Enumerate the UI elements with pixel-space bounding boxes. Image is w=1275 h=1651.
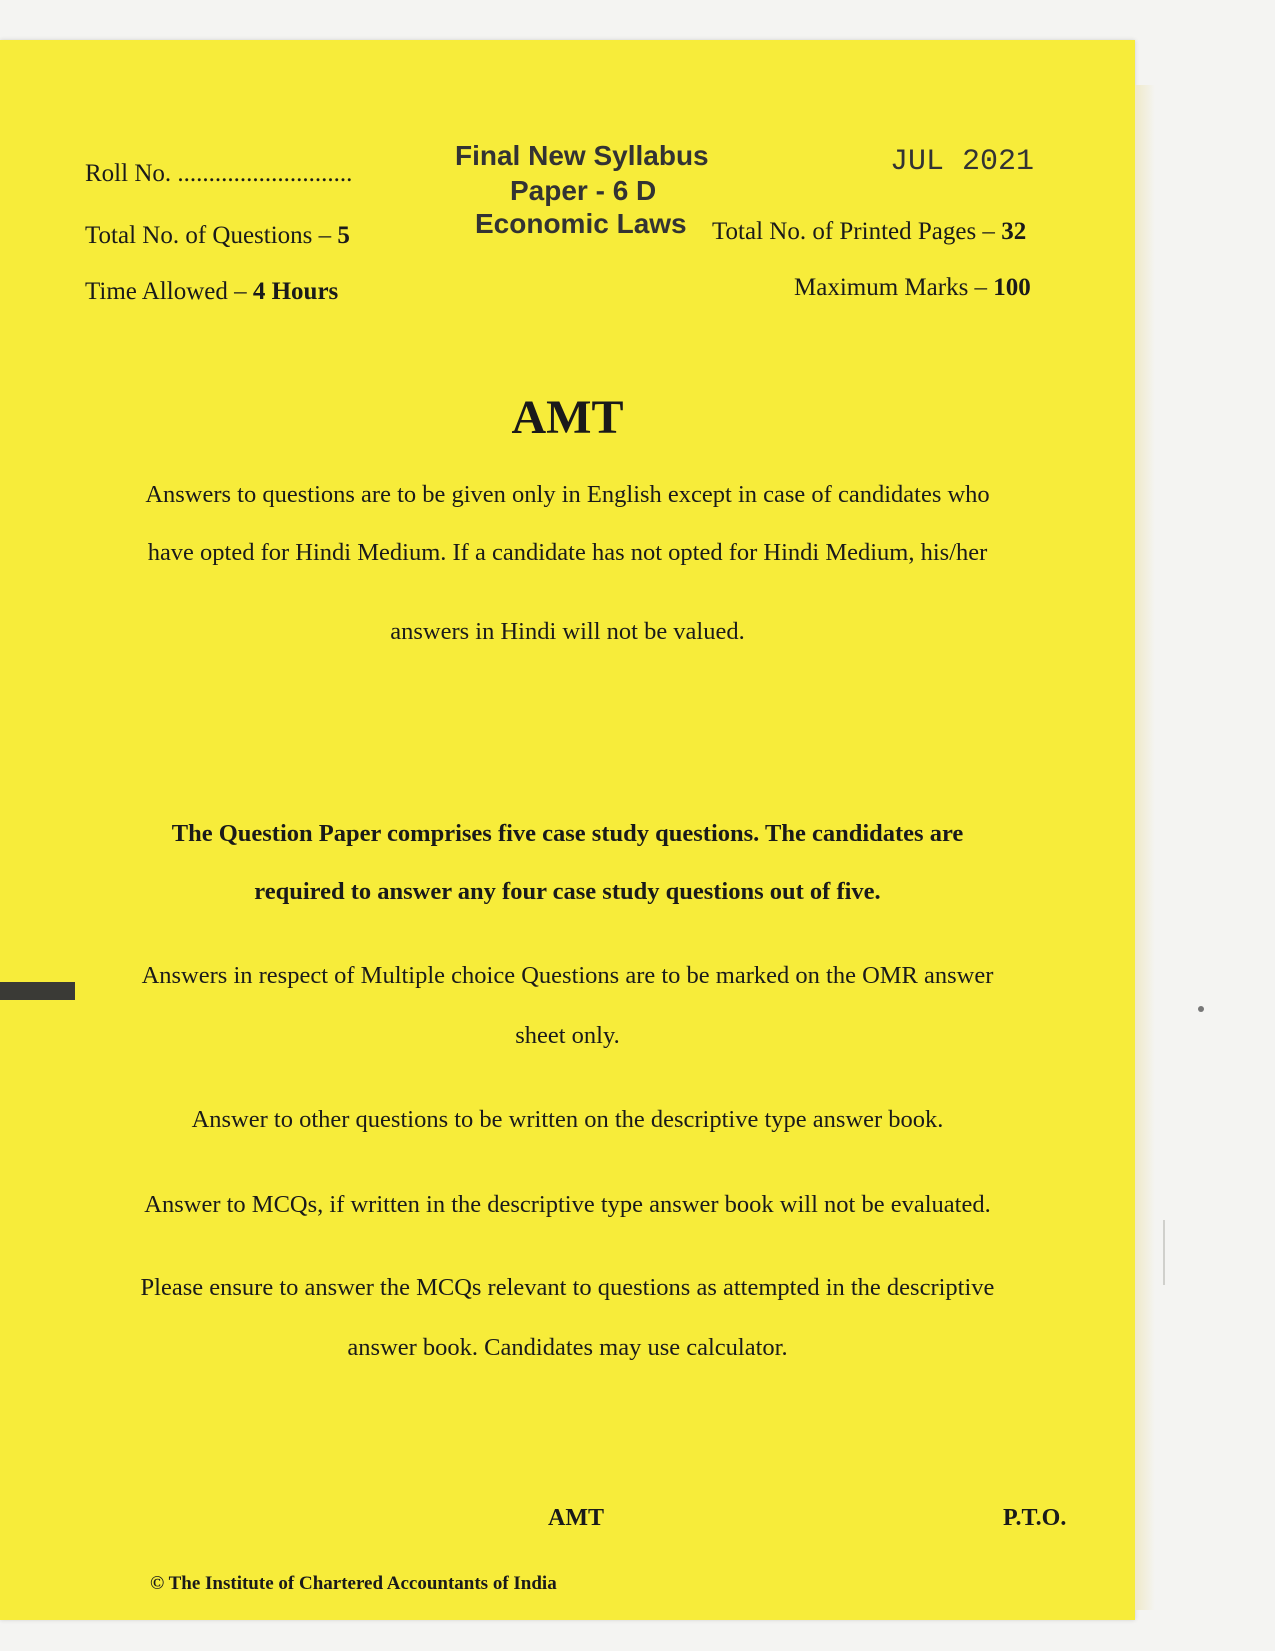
paper-number-stamp: Paper - 6 D <box>510 175 657 206</box>
instruction-omr-line-1: Answers in respect of Multiple choice Questions are to be marked on the OMR answer <box>141 962 994 989</box>
total-printed-pages <box>712 218 1026 246</box>
pto-marker: P.T.O. <box>1003 1505 1067 1531</box>
edge-line <box>1163 1220 1165 1285</box>
copyright-notice: © The Institute of Chartered Accountants of India <box>150 1573 557 1594</box>
exam-date-stamp: JUL 2021 <box>890 145 1035 179</box>
instruction-ensure-line-1: Please ensure to answer the MCQs relevant to questions as attempted in the descriptive <box>140 1274 995 1301</box>
total-questions-label: Total No. of Questions – <box>85 222 338 249</box>
printed-pages-value: 32 <box>1001 218 1027 245</box>
instruction-descriptive: Answer to other questions to be written on the descriptive type answer book. <box>191 1106 944 1133</box>
maximum-marks-label: Maximum Marks – <box>794 274 994 301</box>
total-questions <box>85 222 350 250</box>
footer-paper-code: AMT <box>548 1505 604 1531</box>
instruction-language-line-2: have opted for Hindi Medium. If a candidate has not opted for Hindi Medium, his/her <box>147 539 988 566</box>
instruction-composition-line-1: The Question Paper comprises five case study questions. The candidates are <box>171 820 964 847</box>
margin-tab-mark <box>0 982 75 1000</box>
time-allowed-label: Time Allowed – <box>85 278 253 305</box>
subject-stamp: Economic Laws <box>475 208 687 239</box>
instruction-language-line-3: answers in Hindi will not be valued. <box>390 618 745 645</box>
instruction-ensure-line-2: answer book. Candidates may use calculator. <box>347 1334 788 1361</box>
total-questions-value: 5 <box>337 222 350 249</box>
instruction-language-line-1: Answers to questions are to be given only in English except in case of candidates who <box>145 481 990 508</box>
instruction-mcq-warning: Answer to MCQs, if written in the descriptive type answer book will not be evaluated. <box>144 1191 991 1218</box>
printed-pages-label: Total No. of Printed Pages – <box>712 218 1002 245</box>
paper-code-title: AMT <box>511 391 624 444</box>
time-allowed-value: 4 Hours <box>252 278 339 305</box>
page-edge <box>1135 85 1155 1610</box>
roll-number-field: Roll No. ............................ <box>85 160 353 187</box>
time-allowed <box>85 278 338 306</box>
maximum-marks-value: 100 <box>993 274 1031 301</box>
maximum-marks <box>794 274 1031 302</box>
stray-dot <box>1198 1006 1204 1012</box>
syllabus-stamp: Final New Syllabus <box>455 140 709 171</box>
instruction-omr-line-2: sheet only. <box>515 1022 620 1049</box>
instruction-composition-line-2: required to answer any four case study questions out of five. <box>254 878 881 905</box>
